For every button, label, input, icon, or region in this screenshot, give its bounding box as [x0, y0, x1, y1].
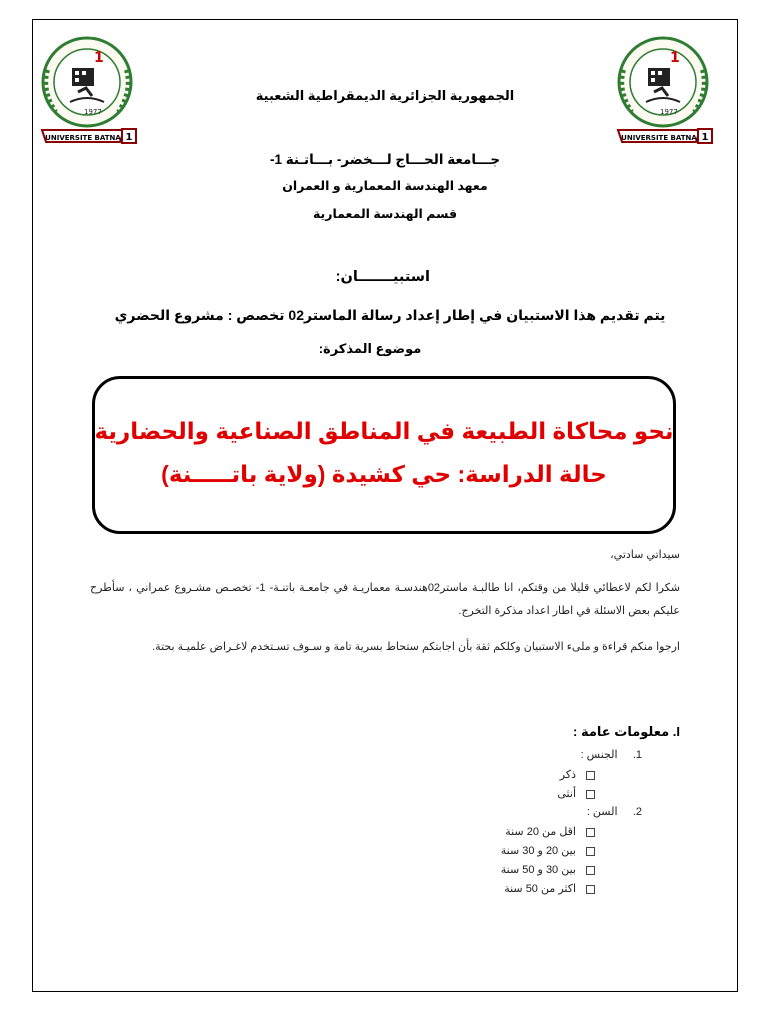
case-study: حالة الدراسة: حي كشيدة (ولاية باتـــــنة) [161, 461, 607, 487]
checkbox[interactable] [586, 866, 595, 875]
option-male[interactable]: ذكر [480, 768, 595, 781]
questionnaire-intro: يتم تقديم هذا الاستبيان في إطار إعداد رسالة الماستر02 تخصص : مشروع الحضري [114, 307, 666, 323]
svg-text:1: 1 [701, 132, 709, 143]
question-label: الجنس : [580, 749, 618, 761]
question-age [480, 805, 642, 818]
question-number: 1. [632, 749, 642, 761]
topic-label: موضوع المذكرة: [318, 341, 422, 356]
checkbox[interactable] [586, 771, 595, 780]
intro-paragraph: شكرا لكم لاعطائي قليلا من وقتكم، انا طالبـة ماستر02هندسـة معماريـة في جامعـة باتنـة- 1- تخصـص مشـروع عمراني ، سأطرح عليكم بعض الاسئلة في اطار اعداد مذكرة التخرج. [90, 582, 681, 617]
republic-heading: الجمهورية الجزائرية الديمقراطية الشعبية [255, 88, 515, 103]
topic-box [92, 376, 676, 534]
university-name: جـــامعة الحـــاج لـــخضر- بـــاتـنة 1- [269, 152, 501, 167]
checkbox[interactable] [586, 885, 595, 894]
thesis-title: نحو محاكاة الطبيعة في المناطق الصناعية والحضارية [94, 418, 674, 444]
svg-text:1: 1 [94, 50, 104, 66]
question-label: السن : [586, 806, 618, 818]
option-female[interactable]: أنثى [480, 787, 595, 800]
checkbox[interactable] [586, 790, 595, 799]
department-name: قسم الهندسة المعمارية [312, 207, 458, 221]
section-title: معلومات عامة : [573, 724, 670, 739]
university-seal-icon [34, 30, 140, 150]
question-gender [480, 748, 642, 761]
option-age-20-30[interactable]: بين 20 و 30 سنة [440, 844, 595, 857]
question-number: 2. [632, 806, 642, 818]
university-logo-right [610, 30, 716, 150]
section-numeral: I. [672, 724, 680, 739]
questionnaire-title: استبيـــــــان: [335, 269, 430, 285]
svg-text:UNIVERSITE BATNA: UNIVERSITE BATNA [45, 134, 121, 142]
university-seal-icon [610, 30, 716, 150]
greeting: سيداتي سادتي، [610, 549, 680, 561]
option-age-30-50[interactable]: بين 30 و 50 سنة [440, 863, 595, 876]
option-age-over-50[interactable]: اكثر من 50 سنة [440, 882, 595, 895]
option-age-under-20[interactable]: اقل من 20 سنة [440, 825, 595, 838]
section-heading [480, 724, 680, 740]
checkbox[interactable] [586, 847, 595, 856]
confidentiality-paragraph: ارجوا منكم قراءة و ملىء الاستبيان وكلكم ثقة بأن اجابتكم ستحاط بسرية تامة و سـوف تسـتخدم لاغـراض علميـة بحتة. [152, 641, 680, 653]
svg-text:1: 1 [670, 50, 680, 66]
svg-text:UNIVERSITE BATNA: UNIVERSITE BATNA [621, 134, 697, 142]
svg-text:1977: 1977 [84, 108, 102, 116]
university-logo-left [34, 30, 140, 150]
institute-name: معهد الهندسة المعمارية و العمران [282, 179, 488, 193]
svg-text:1: 1 [125, 132, 133, 143]
checkbox[interactable] [586, 828, 595, 837]
svg-text:1977: 1977 [660, 108, 678, 116]
